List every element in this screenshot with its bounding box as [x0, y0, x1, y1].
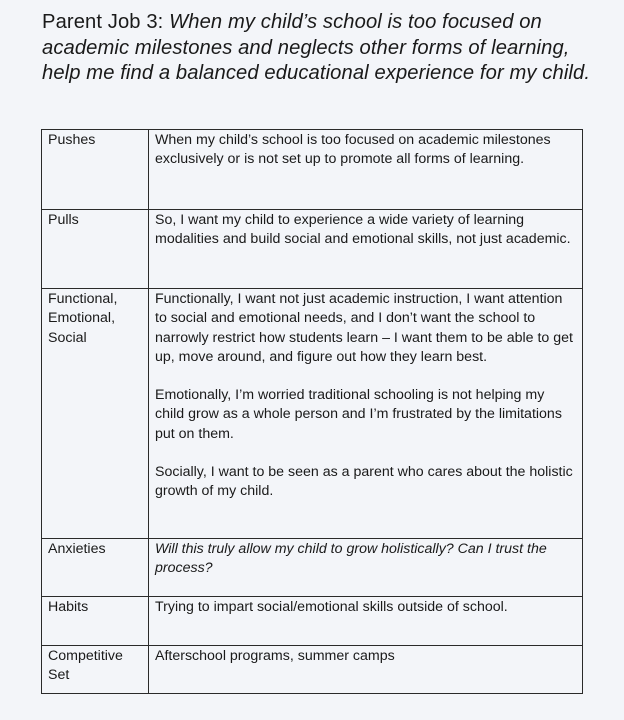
row-label-anxieties: Anxieties — [42, 539, 149, 597]
habits-text: Trying to impart social/emotional skills outside of school. — [155, 599, 508, 615]
row-content-functional-emotional-social — [149, 289, 583, 539]
table-row — [42, 597, 583, 646]
competitive-set-text: Afterschool programs, summer camps — [155, 648, 395, 664]
functional-text: Functionally, I want not just academic instruction, I want attention to social and emotional needs, and I don’t want the school to narrowly restrict how students learn – I want them to be able to get up, move around, and figure out how they learn best. — [155, 291, 573, 365]
emotional-text: Emotionally, I’m worried traditional schooling is not helping my child grow as a whole person and I’m frustrated by the limitations put on them. — [155, 387, 562, 442]
row-label-pushes: Pushes — [42, 130, 149, 210]
row-label-competitive-set: Competitive Set — [42, 646, 149, 694]
row-content-anxieties — [149, 539, 583, 597]
row-content-pulls — [149, 210, 583, 289]
row-label-functional-emotional-social: Functional, Emotional, Social — [42, 289, 149, 539]
jobs-table — [41, 129, 583, 694]
row-content-habits — [149, 597, 583, 646]
heading-prefix: Parent Job 3: — [42, 11, 170, 33]
social-text: Socially, I want to be seen as a parent who cares about the holistic growth of my child. — [155, 464, 573, 500]
table-row — [42, 130, 583, 210]
row-content-competitive-set — [149, 646, 583, 694]
table-row — [42, 539, 583, 597]
table-row — [42, 646, 583, 694]
row-label-pulls: Pulls — [42, 210, 149, 289]
job-statement: When my child’s school is too focused on academic milestones and neglects other forms of learning, help me find a balanced educational experience for my child. — [42, 11, 591, 84]
anxieties-text: Will this truly allow my child to grow holistically? Can I trust the process? — [155, 541, 547, 577]
pulls-text: So, I want my child to experience a wide variety of learning modalities and build social and emotional skills, not just academic. — [155, 212, 571, 248]
table-row — [42, 210, 583, 289]
row-content-pushes — [149, 130, 583, 210]
row-label-habits: Habits — [42, 597, 149, 646]
page-heading — [42, 10, 602, 87]
pushes-text: When my child’s school is too focused on academic milestones exclusively or is not set up to promote all forms of learning. — [155, 132, 551, 168]
table-row — [42, 289, 583, 539]
